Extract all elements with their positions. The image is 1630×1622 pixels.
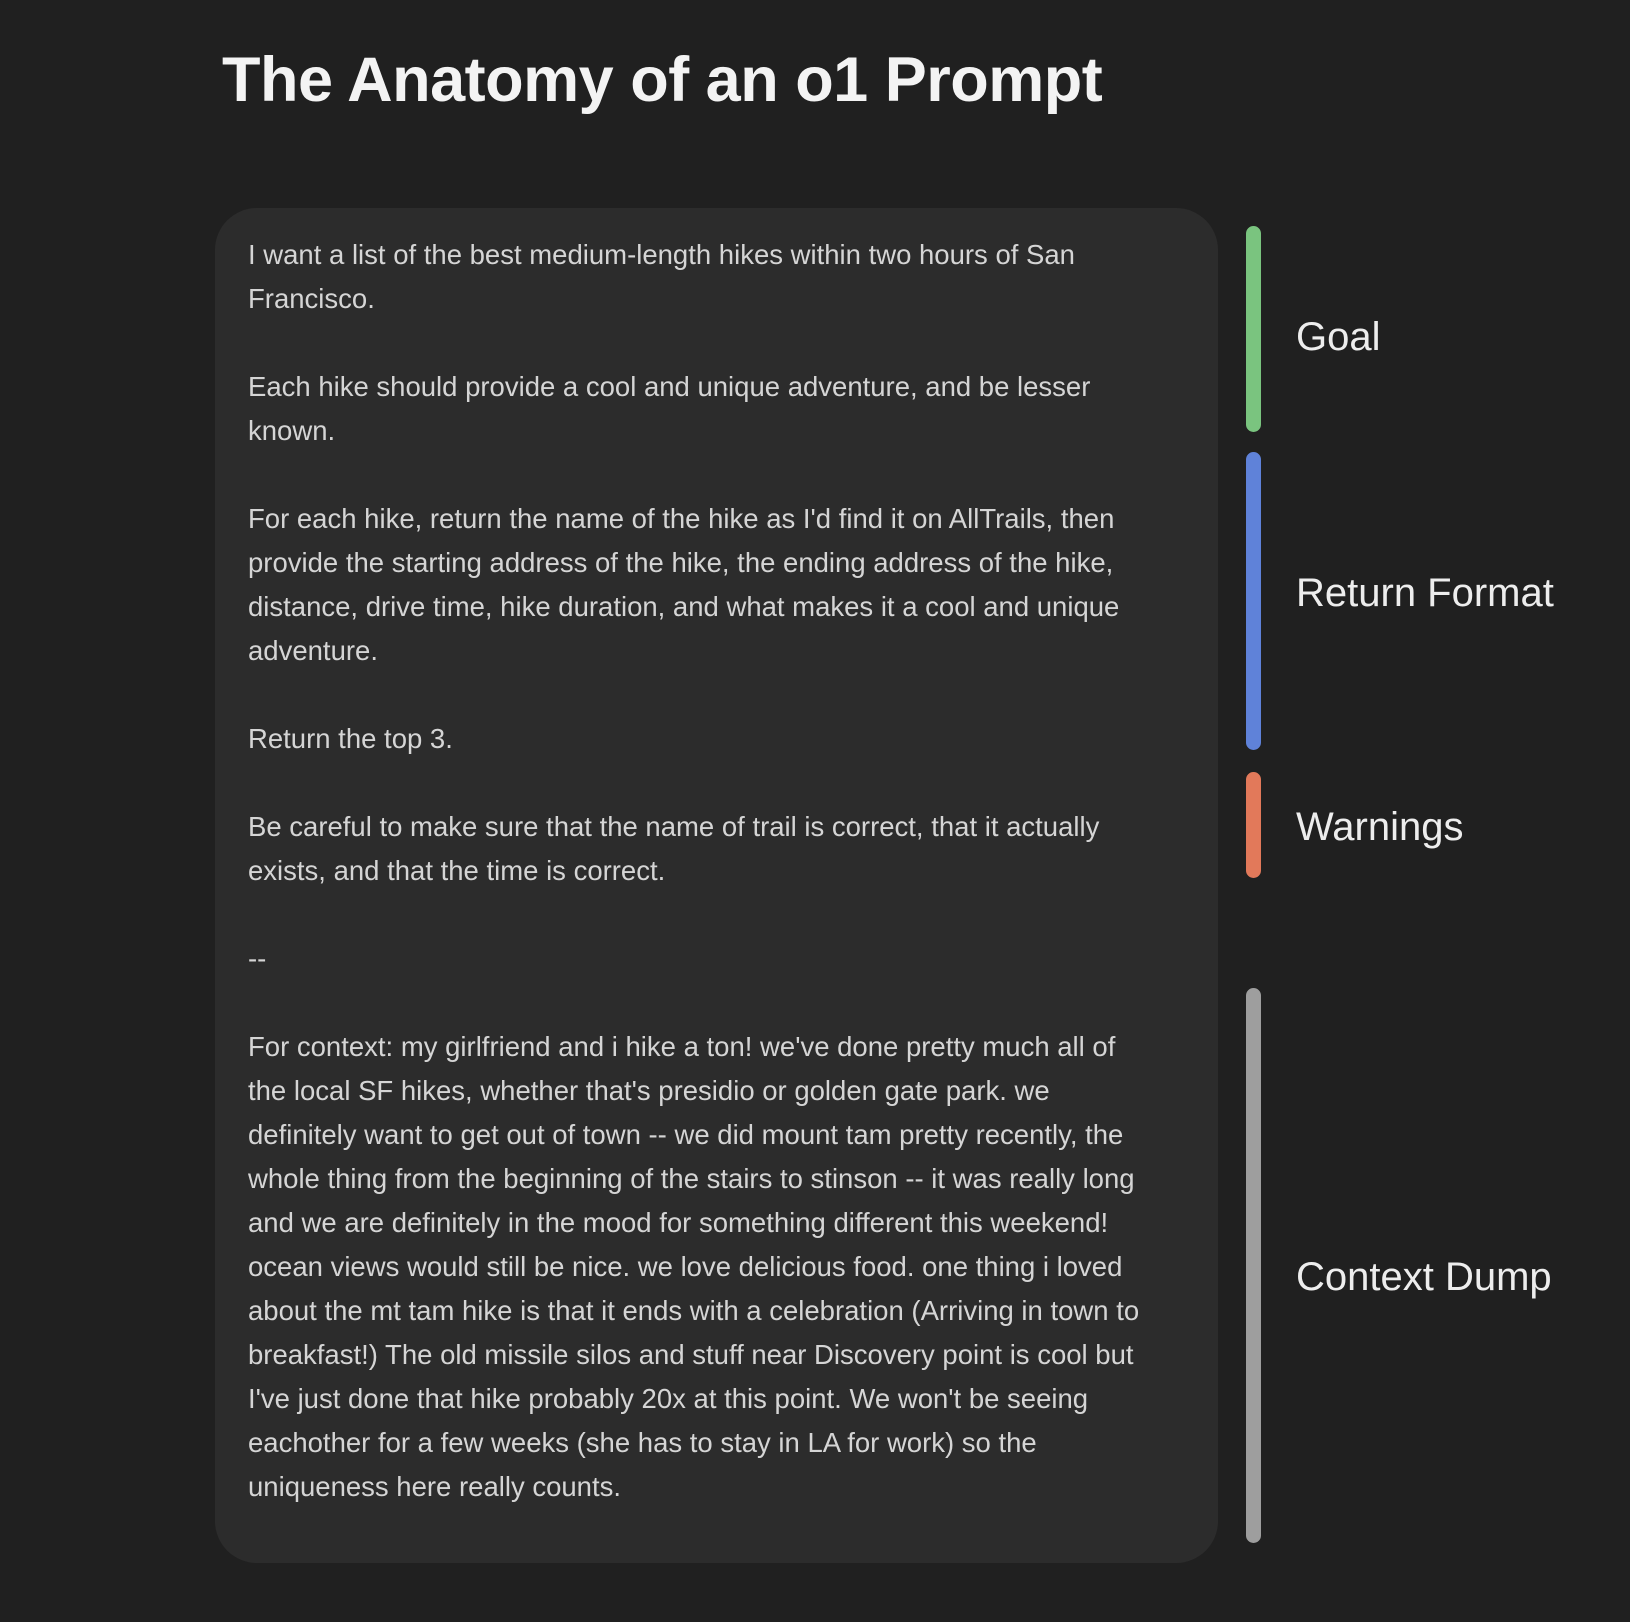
prompt-paragraph-return-format: For each hike, return the name of the hike as I'd find it on AllTrails, then provide the starting address of the hike, the ending address of the hike, distance, drive time, hike duration, and what makes it a cool and unique adventure. xyxy=(248,503,1120,666)
context-dump-label: Context Dump xyxy=(1296,1255,1552,1299)
warnings-section-bar xyxy=(1246,772,1261,878)
page-title: The Anatomy of an o1 Prompt xyxy=(222,45,1103,115)
goal-section-bar xyxy=(1246,226,1261,432)
goal-label: Goal xyxy=(1296,315,1381,359)
prompt-paragraph-context-dump: For context: my girlfriend and i hike a ton! we've done pretty much all of the local SF hikes, whether that's presidio or golden gate park. we definitely want to get out of town -- we did mount tam pretty recently, the whole thing from the beginning of the stairs to stinson -- it was really long and we are definitely in the mood for something different this weekend! ocean views would still be nice. we love delicious food. one thing i loved about the mt tam hike is that it ends with a celebration (Arriving in town to breakfast!) The old missile silos and stuff near Discovery point is cool but I've just done that hike probably 20x at this point. We won't be seeing eachother for a few weeks (she has to stay in LA for work) so the uniqueness here really counts. xyxy=(248,1031,1140,1502)
prompt-paragraph-top3: Return the top 3. xyxy=(248,723,453,754)
warnings-label: Warnings xyxy=(1296,805,1464,849)
context-dump-section-bar xyxy=(1246,988,1261,1543)
return-format-section-bar xyxy=(1246,452,1261,750)
prompt-paragraph-divider: -- xyxy=(248,943,267,974)
prompt-card xyxy=(215,208,1218,1563)
prompt-paragraph-goal-2: Each hike should provide a cool and unique adventure, and be lesser known. xyxy=(248,371,1091,446)
prompt-paragraph-goal-1: I want a list of the best medium-length hikes within two hours of San Francisco. xyxy=(248,239,1075,314)
prompt-paragraph-warnings: Be careful to make sure that the name of trail is correct, that it actually exists, and that the time is correct. xyxy=(248,811,1100,886)
return-format-label: Return Format xyxy=(1296,571,1554,615)
